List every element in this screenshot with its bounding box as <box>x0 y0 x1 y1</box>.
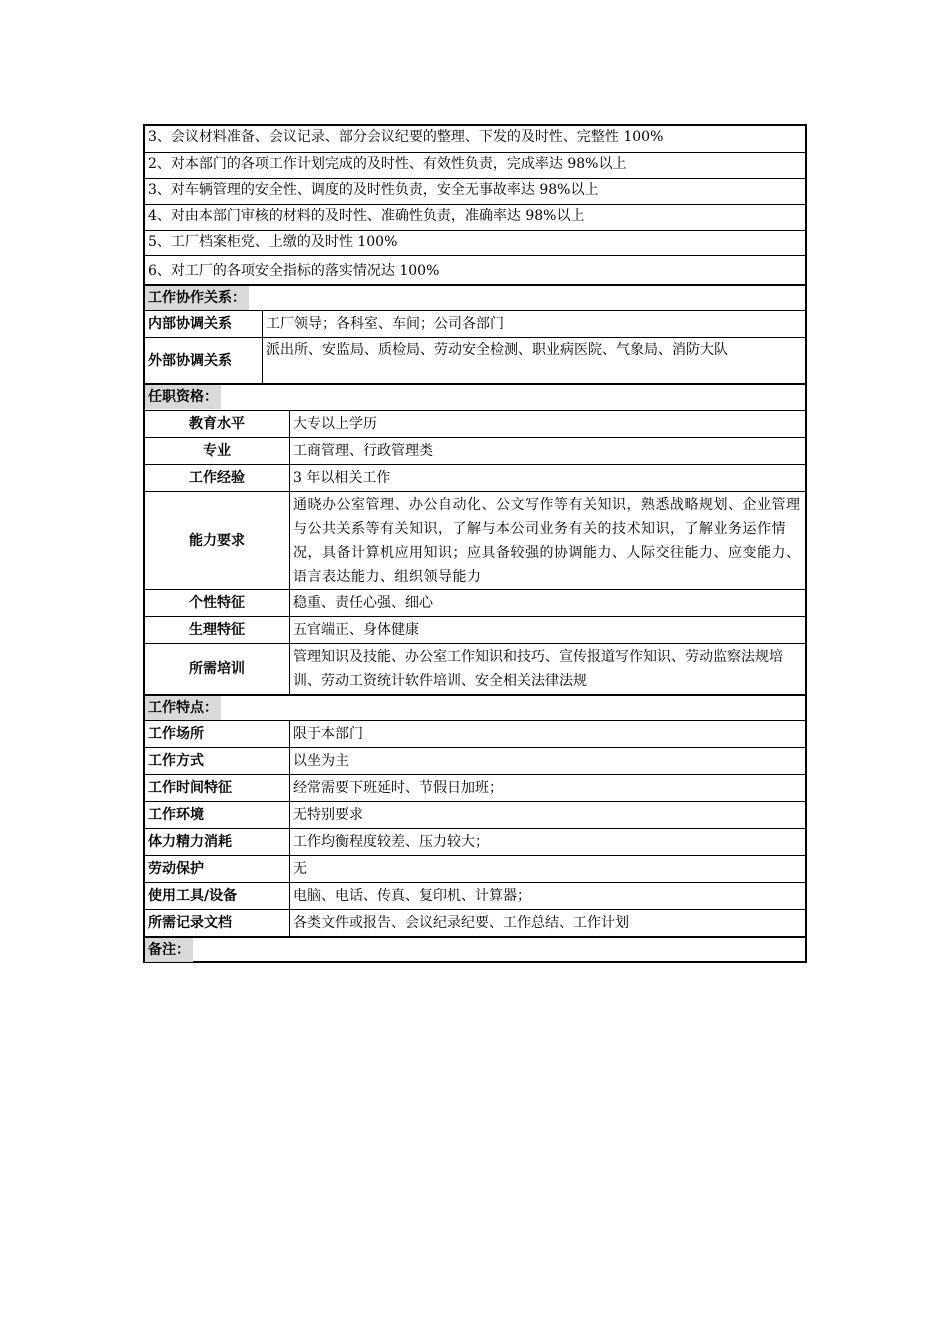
characteristic-row <box>145 828 805 855</box>
duty-row <box>145 178 805 204</box>
external-coordination-row <box>145 337 805 383</box>
field-value: 大专以上学历 <box>293 416 377 432</box>
duty-item: 5、工厂档案柜党、上缴的及时性 100% <box>148 234 398 250</box>
duty-item: 4、对由本部门审核的材料的及时性、准确性负责，准确率达 98%以上 <box>148 208 585 224</box>
characteristic-row <box>145 747 805 774</box>
field-value: 经常需要下班延时、节假日加班； <box>293 780 503 796</box>
field-label: 个性特征 <box>145 590 290 616</box>
field-value: 3 年以相关工作 <box>293 470 391 486</box>
duty-row <box>145 152 805 178</box>
field-label: 所需记录文档 <box>145 910 290 936</box>
duty-row <box>145 204 805 230</box>
characteristic-row <box>145 882 805 909</box>
duty-row <box>145 126 805 152</box>
characteristic-row <box>145 801 805 828</box>
qualifications-section-header <box>145 383 805 410</box>
field-value: 各类文件或报告、会议纪录纪要、工作总结、工作计划 <box>293 915 629 931</box>
qualification-row <box>145 491 805 589</box>
qualification-row <box>145 643 805 694</box>
field-label: 体力精力消耗 <box>145 829 290 855</box>
field-label: 工作场所 <box>145 721 290 747</box>
field-value: 派出所、安监局、质检局、劳动安全检测、职业病医院、气象局、消防大队 <box>266 342 728 358</box>
field-label: 外部协调关系 <box>145 338 263 383</box>
internal-coordination-row <box>145 310 805 337</box>
field-label: 内部协调关系 <box>145 311 263 337</box>
field-label: 工作经验 <box>145 465 290 491</box>
qualification-row <box>145 589 805 616</box>
field-value: 稳重、责任心强、细心 <box>293 595 433 611</box>
field-label: 工作时间特征 <box>145 775 290 801</box>
section-title: 任职资格： <box>145 385 221 409</box>
section-title: 工作特点： <box>145 696 221 720</box>
qualification-row <box>145 437 805 464</box>
qualification-row <box>145 616 805 643</box>
field-value: 工厂领导；各科室、车间；公司各部门 <box>266 316 504 332</box>
section-title: 工作协作关系： <box>145 286 249 310</box>
field-value: 工作均衡程度较差、压力较大； <box>293 834 489 850</box>
duty-item: 6、对工厂的各项安全指标的落实情况达 100% <box>148 263 440 279</box>
duty-row <box>145 230 805 255</box>
field-label: 使用工具/设备 <box>145 883 290 909</box>
characteristic-row <box>145 909 805 936</box>
characteristic-row <box>145 774 805 801</box>
field-value: 无特别要求 <box>293 807 363 823</box>
field-label: 专业 <box>145 438 290 464</box>
field-value: 通晓办公室管理、办公自动化、公文写作等有关知识，熟悉战略规划、企业管理与公共关系等有关知识，了解与本公司业务有关的技术知识，了解业务运作情况，具备计算机应用知识；应具备较强的协调能力、人际交往能力、应变能力、语言表达能力、组织领导能力 <box>293 497 801 585</box>
field-label: 工作方式 <box>145 748 290 774</box>
qualification-row <box>145 464 805 491</box>
field-label: 教育水平 <box>145 411 290 437</box>
characteristic-row <box>145 720 805 747</box>
qualification-row <box>145 410 805 437</box>
characteristic-row <box>145 855 805 882</box>
collaboration-section-header <box>145 284 805 310</box>
field-label: 工作环境 <box>145 802 290 828</box>
field-value: 工商管理、行政管理类 <box>293 443 433 459</box>
field-label: 能力要求 <box>145 492 290 589</box>
field-label: 劳动保护 <box>145 856 290 882</box>
job-description-table <box>143 124 807 963</box>
duty-item: 3、会议材料准备、会议记录、部分会议纪要的整理、下发的及时性、完整性 100% <box>148 129 664 145</box>
field-value: 以坐为主 <box>293 753 349 769</box>
duty-item: 2、对本部门的各项工作计划完成的及时性、有效性负责，完成率达 98%以上 <box>148 156 627 172</box>
field-value: 电脑、电话、传真、复印机、计算器； <box>293 888 531 904</box>
field-value: 管理知识及技能、办公室工作知识和技巧、宣传报道写作知识、劳动监察法规培训、劳动工资统计软件培训、安全相关法律法规 <box>293 649 783 689</box>
section-title: 备注： <box>145 938 193 962</box>
field-label: 生理特征 <box>145 617 290 643</box>
field-value: 限于本部门 <box>293 726 363 742</box>
remarks-section <box>145 936 805 961</box>
duty-row <box>145 255 805 284</box>
duty-item: 3、对车辆管理的安全性、调度的及时性负责，安全无事故率达 98%以上 <box>148 182 599 198</box>
characteristics-section-header <box>145 694 805 720</box>
field-value: 五官端正、身体健康 <box>293 622 419 638</box>
field-label: 所需培训 <box>145 644 290 694</box>
field-value: 无 <box>293 861 307 877</box>
